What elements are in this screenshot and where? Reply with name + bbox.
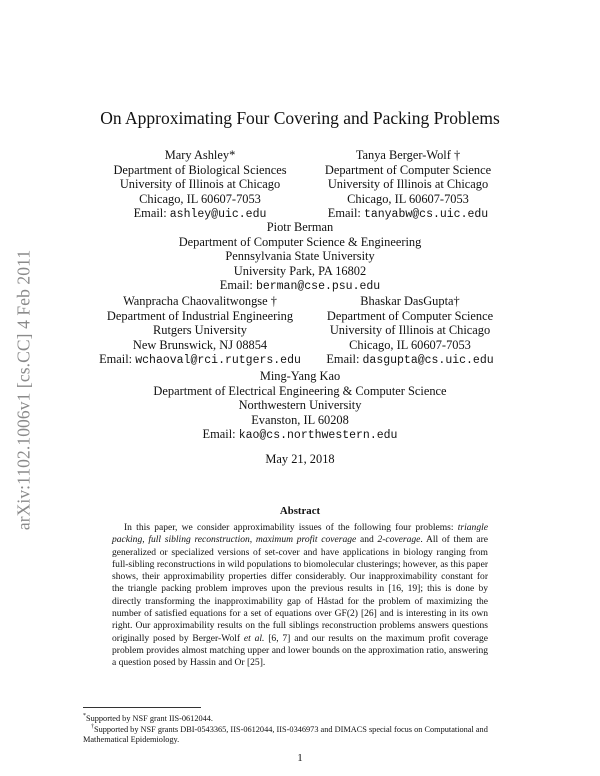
footnote-rule bbox=[83, 707, 201, 708]
author-block-berman bbox=[150, 220, 450, 295]
author-dept: Department of Biological Sciences bbox=[113, 162, 287, 177]
author-email-line: Email: kao@cs.northwestern.edu bbox=[202, 427, 398, 442]
author-dept: Department of Computer Science & Engineering bbox=[178, 234, 422, 249]
author-addr: Chicago, IL 60607-7053 bbox=[139, 191, 261, 206]
page-number: 1 bbox=[297, 752, 303, 764]
author-dept: Department of Industrial Engineering bbox=[106, 308, 294, 323]
author-email-line: Email: tanyabw@cs.uic.edu bbox=[327, 206, 489, 221]
arxiv-id-text: arXiv:1102.1006v1 [cs.CC] 4 Feb 2011 bbox=[13, 249, 34, 531]
author-inst: Northwestern University bbox=[238, 398, 362, 412]
author-block-chaovalitwongse bbox=[95, 294, 305, 369]
paper-title: On Approximating Four Covering and Packing Problems bbox=[100, 108, 500, 128]
author-addr: Chicago, IL 60607-7053 bbox=[347, 191, 469, 206]
author-name: Wanpracha Chaovalitwongse † bbox=[123, 294, 277, 308]
author-email-line: Email: ashley@uic.edu bbox=[133, 206, 267, 221]
author-addr: Chicago, IL 60607-7053 bbox=[349, 337, 471, 352]
author-name: Bhaskar DasGupta† bbox=[360, 294, 460, 308]
author-email[interactable]: berman@cse.psu.edu bbox=[255, 280, 381, 293]
author-inst: University of Illinois at Chicago bbox=[119, 177, 281, 191]
author-dept: Department of Computer Science bbox=[326, 308, 494, 323]
author-addr: Evanston, IL 60208 bbox=[251, 412, 349, 427]
author-name: Ming-Yang Kao bbox=[259, 369, 341, 383]
footnote-text: Supported by NSF grant IIS-0612044. bbox=[86, 713, 213, 723]
footnote-text: Supported by NSF grants DBI-0543365, IIS-0612044, IIS-0346973 and DIMACS special focus on Computational and Mathematical Epidemiology. bbox=[83, 724, 488, 744]
author-email[interactable]: tanyabw@cs.uic.edu bbox=[363, 208, 489, 221]
author-name: Piotr Berman bbox=[266, 220, 334, 234]
author-name: Tanya Berger-Wolf † bbox=[355, 148, 461, 162]
author-dept: Department of Computer Science bbox=[324, 162, 492, 177]
author-block-dasgupta bbox=[310, 294, 510, 369]
author-email-line: Email: berman@cse.psu.edu bbox=[219, 278, 381, 293]
author-email[interactable]: ashley@uic.edu bbox=[169, 208, 267, 221]
author-name: Mary Ashley* bbox=[164, 148, 236, 162]
author-email[interactable]: dasgupta@cs.uic.edu bbox=[362, 354, 494, 367]
author-inst: University of Illinois at Chicago bbox=[329, 323, 491, 337]
author-email[interactable]: wchaoval@rci.rutgers.edu bbox=[135, 354, 301, 367]
author-block-ashley bbox=[100, 148, 300, 223]
author-inst: Rutgers University bbox=[153, 323, 247, 337]
footnote-2 bbox=[83, 722, 519, 745]
paper-date: May 21, 2018 bbox=[265, 452, 335, 466]
footnote-mark: † bbox=[91, 724, 94, 730]
author-email-line: Email: wchaoval@rci.rutgers.edu bbox=[99, 352, 301, 367]
footnote-mark: * bbox=[83, 713, 86, 719]
author-inst: Pennsylvania State University bbox=[225, 249, 375, 263]
author-email-line: Email: dasgupta@cs.uic.edu bbox=[326, 352, 494, 367]
author-dept: Department of Electrical Engineering & Computer Science bbox=[153, 383, 447, 398]
abstract-body: In this paper, we consider approximability issues of the following four problems: triangle packing, full sibling reconstruction, maximum profit coverage and 2-coverage. All of them are generalized or specialized versions of set-cover and have applications in biology ranging from full-sibling reconstructions in wild populations to biomolecular clusterings; however, as this paper shows, their approximability properties differ considerably. Our inapproximability constant for the triangle packing problem improves upon the previous results in [16, 19]; this is done by directly transforming the inapproximability gap of Håstad for the problem of maximizing the number of satisfied equations for a set of equations over GF(2) [26] and is interesting in its own right. Our approximability results on the full siblings reconstruction problems answers questions originally posed by Berger-Wolf et al. [6, 7] and our results on the maximum profit coverage problem provides almost matching upper and lower bounds on the approximation ratio, answering a question posed by Hassin and Or [25]. bbox=[112, 522, 488, 669]
author-addr: New Brunswick, NJ 08854 bbox=[132, 337, 268, 352]
abstract-heading: Abstract bbox=[279, 505, 321, 517]
author-block-berger-wolf bbox=[308, 148, 508, 223]
arxiv-identifier bbox=[4, 200, 44, 580]
author-addr: University Park, PA 16802 bbox=[233, 263, 367, 278]
author-inst: University of Illinois at Chicago bbox=[327, 177, 489, 191]
author-email[interactable]: kao@cs.northwestern.edu bbox=[238, 429, 398, 442]
author-block-kao bbox=[130, 369, 470, 444]
